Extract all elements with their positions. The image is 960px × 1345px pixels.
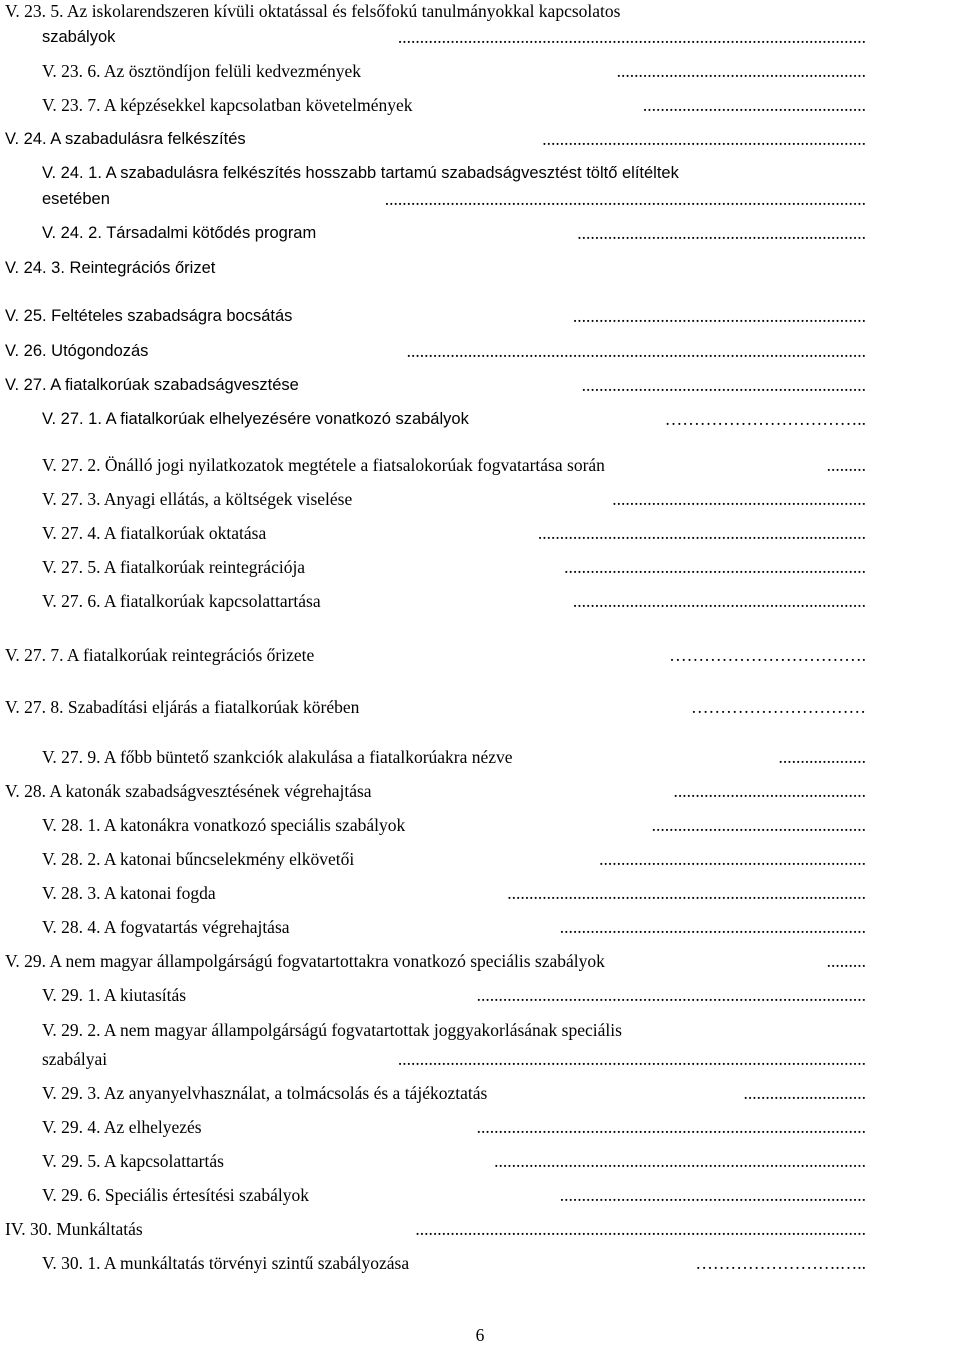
toc-entry bbox=[0, 26, 960, 56]
toc-entry-title: V. 29. A nem magyar állampolgárságú fogvatartottakra vonatkozó speciális szabályok bbox=[5, 951, 605, 971]
toc-dot-leader: ...................................................................... bbox=[559, 1185, 866, 1205]
toc-entry bbox=[0, 1184, 960, 1214]
toc-entry bbox=[0, 257, 960, 287]
toc-dot-leader: .......................................................................... bbox=[542, 129, 866, 149]
toc-dot-leader: ............................ bbox=[743, 1083, 866, 1103]
toc-entry bbox=[0, 305, 960, 335]
toc-dot-leader: ......................................................................................... bbox=[476, 1117, 866, 1137]
toc-dot-leader: ................................................... bbox=[642, 95, 866, 115]
toc-entry-title: V. 23. 6. Az ösztöndíjon felüli kedvezmények bbox=[42, 61, 361, 81]
toc-entry bbox=[0, 746, 960, 776]
toc-entry bbox=[0, 696, 960, 726]
toc-entry bbox=[0, 1116, 960, 1146]
toc-entry-title: V. 23. 5. Az iskolarendszeren kívüli oktatással és felsőfokú tanulmányokkal kapcsolatos bbox=[5, 1, 621, 21]
toc-entry-title: V. 28. 3. A katonai fogda bbox=[42, 883, 216, 903]
toc-dot-leader: ............................................ bbox=[673, 781, 866, 801]
toc-dot-leader: ................................................................... bbox=[572, 306, 866, 326]
toc-entry bbox=[0, 984, 960, 1014]
toc-dot-leader: ........................................................................................................... bbox=[397, 1049, 866, 1069]
toc-entry bbox=[0, 1048, 960, 1078]
toc-dot-leader: …………………….….. bbox=[695, 1253, 866, 1273]
toc-entry bbox=[0, 222, 960, 252]
toc-dot-leader: ......................................................................................... bbox=[476, 985, 866, 1005]
toc-entry-title: V. 27. A fiatalkorúak szabadságvesztése bbox=[5, 376, 299, 394]
toc-entry bbox=[0, 454, 960, 484]
toc-entry bbox=[0, 522, 960, 552]
toc-entry-title: V. 27. 2. Önálló jogi nyilatkozatok megtétele a fiatsalokorúak fogvatartása során bbox=[42, 455, 605, 475]
toc-entry-title: V. 24. A szabadulásra felkészítés bbox=[5, 130, 246, 148]
toc-entry-title: V. 29. 5. A kapcsolattartás bbox=[42, 1151, 224, 1171]
toc-dot-leader: .......................................................... bbox=[612, 489, 866, 509]
toc-dot-leader: ................................................................... bbox=[572, 591, 866, 611]
toc-dot-leader: .................................................................................. bbox=[507, 883, 866, 903]
toc-entry-title: szabályok bbox=[42, 28, 116, 46]
toc-entry-title: V. 27. 5. A fiatalkorúak reintegrációja bbox=[42, 557, 306, 577]
toc-entry-title: V. 30. 1. A munkáltatás törvényi szintű szabályozása bbox=[42, 1253, 410, 1273]
toc-entry-title: V. 24. 3. Reintegrációs őrizet bbox=[5, 259, 216, 277]
toc-entry bbox=[0, 340, 960, 370]
toc-entry bbox=[0, 1019, 960, 1049]
toc-entry-title: V. 27. 4. A fiatalkorúak oktatása bbox=[42, 523, 267, 543]
toc-entry bbox=[0, 916, 960, 946]
toc-dot-leader: ................................................................. bbox=[581, 375, 866, 395]
toc-entry bbox=[0, 556, 960, 586]
toc-dot-leader: …………………………….. bbox=[664, 409, 866, 429]
toc-entry bbox=[0, 94, 960, 124]
toc-dot-leader: .................... bbox=[778, 747, 866, 767]
toc-dot-leader: ……………………………. bbox=[669, 645, 866, 665]
toc-entry bbox=[0, 408, 960, 438]
toc-entry bbox=[0, 1218, 960, 1248]
toc-dot-leader: ...................................................................... bbox=[559, 917, 866, 937]
toc-entry-title: esetében bbox=[42, 190, 110, 208]
toc-entry-title: V. 24. 1. A szabadulásra felkészítés hosszabb tartamú szabadságvesztést töltő elítéltek bbox=[42, 164, 679, 182]
toc-entry bbox=[0, 128, 960, 158]
toc-dot-leader: ………………………… bbox=[691, 697, 866, 717]
toc-entry-title: szabályai bbox=[42, 1049, 108, 1069]
toc-dot-leader: ......... bbox=[826, 951, 866, 971]
toc-entry-title: V. 29. 6. Speciális értesítési szabályok bbox=[42, 1185, 309, 1205]
toc-entry-title: V. 27. 1. A fiatalkorúak elhelyezésére vonatkozó szabályok bbox=[42, 410, 469, 428]
toc-dot-leader: .................................................................. bbox=[577, 223, 866, 243]
toc-dot-leader: ....................................................................................................... bbox=[415, 1219, 866, 1239]
toc-dot-leader: ........................................................................... bbox=[537, 523, 866, 543]
toc-entry bbox=[0, 644, 960, 674]
toc-dot-leader: ..................................................................... bbox=[564, 557, 866, 577]
toc-dot-leader: ........................................................................................................... bbox=[397, 27, 866, 47]
toc-dot-leader: ............................................................. bbox=[599, 849, 866, 869]
toc-dot-leader: .............................................................................................................. bbox=[384, 189, 866, 209]
toc-dot-leader: ..................................................................................... bbox=[494, 1151, 866, 1171]
toc-entry bbox=[0, 780, 960, 810]
toc-entry bbox=[0, 1082, 960, 1112]
toc-entry bbox=[0, 60, 960, 90]
toc-entry-title: V. 27. 7. A fiatalkorúak reintegrációs őrizete bbox=[5, 645, 315, 665]
toc-entry bbox=[0, 488, 960, 518]
toc-entry-title: V. 23. 7. A képzésekkel kapcsolatban követelmények bbox=[42, 95, 413, 115]
toc-entry-title: V. 28. 2. A katonai bűncselekmény elkövetői bbox=[42, 849, 355, 869]
toc-dot-leader: ......................................................... bbox=[616, 61, 866, 81]
toc-entry-title: V. 28. 1. A katonákra vonatkozó speciális szabályok bbox=[42, 815, 406, 835]
toc-entry-title: V. 29. 2. A nem magyar állampolgárságú fogvatartottak joggyakorlásának speciális bbox=[42, 1020, 622, 1040]
toc-entry bbox=[0, 590, 960, 620]
toc-dot-leader: ......................................................................................................... bbox=[406, 341, 866, 361]
toc-entry bbox=[0, 1150, 960, 1180]
toc-entry-title: V. 25. Feltételes szabadságra bocsátás bbox=[5, 307, 293, 325]
toc-entry bbox=[0, 848, 960, 878]
toc-entry-title: V. 24. 2. Társadalmi kötődés program bbox=[42, 224, 317, 242]
page-number: 6 bbox=[475, 1325, 485, 1345]
toc-entry-title: V. 28. 4. A fogvatartás végrehajtása bbox=[42, 917, 290, 937]
toc-entry-title: V. 29. 1. A kiutasítás bbox=[42, 985, 187, 1005]
toc-entry-title: V. 27. 9. A főbb büntető szankciók alakulása a fiatalkorúakra nézve bbox=[42, 747, 513, 767]
toc-entry-title: V. 27. 8. Szabadítási eljárás a fiatalkorúak körében bbox=[5, 697, 360, 717]
toc-entry bbox=[0, 1252, 960, 1282]
toc-entry bbox=[0, 188, 960, 218]
toc-entry-title: V. 29. 3. Az anyanyelvhasználat, a tolmácsolás és a tájékoztatás bbox=[42, 1083, 488, 1103]
toc-entry bbox=[0, 374, 960, 404]
toc-entry-title: V. 27. 6. A fiatalkorúak kapcsolattartása bbox=[42, 591, 321, 611]
toc-dot-leader: ................................................. bbox=[651, 815, 866, 835]
toc-entry-title: V. 29. 4. Az elhelyezés bbox=[42, 1117, 202, 1137]
toc-entry bbox=[0, 950, 960, 980]
toc-entry bbox=[0, 814, 960, 844]
toc-entry-title: V. 28. A katonák szabadságvesztésének végrehajtása bbox=[5, 781, 372, 801]
toc-entry-title: V. 26. Utógondozás bbox=[5, 342, 149, 360]
toc-entry bbox=[0, 882, 960, 912]
toc-dot-leader: ......... bbox=[826, 455, 866, 475]
toc-entry-title: IV. 30. Munkáltatás bbox=[5, 1219, 143, 1239]
toc-entry-title: V. 27. 3. Anyagi ellátás, a költségek viselése bbox=[42, 489, 353, 509]
